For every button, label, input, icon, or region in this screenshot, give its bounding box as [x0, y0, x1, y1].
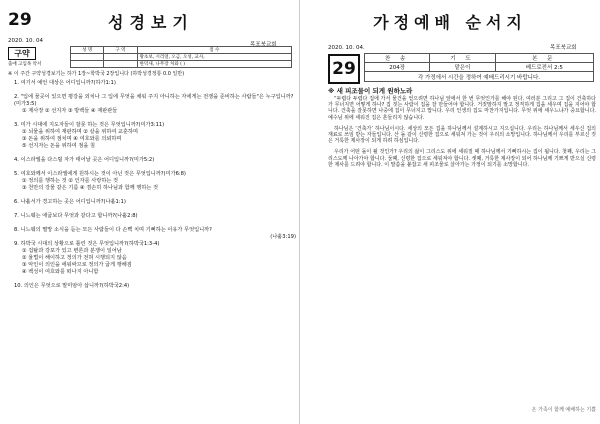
question-reference: (나훔3:19)	[270, 234, 296, 240]
answer-options: ① 정의를 행하는 것 ② 인자를 사랑하는 것	[22, 178, 119, 184]
sermon-body	[328, 96, 596, 173]
question-text: 4. 이스라엘을 다스릴 자가 태어날 곳은 어디입니까?(미가5:2)	[14, 157, 155, 163]
answer-options: ④ 백성이 여호와를 떠나지 아니함	[22, 269, 99, 275]
prayer-value: 맡은이	[430, 63, 495, 72]
quiz-question	[14, 283, 296, 290]
quiz-question	[14, 227, 296, 240]
table-cell	[71, 54, 104, 61]
answer-options: ① 제사장 ② 선지자 ③ 방백들 ④ 재판관들	[22, 108, 118, 114]
issue-number: 29	[328, 54, 360, 84]
table-cell	[104, 54, 137, 61]
question-text: 1. 여기서 예언 대상은 어디입니까?(하가1:1)	[14, 80, 116, 86]
quiz-intro: ※ 이 주간 구약성경보기는 하가 1장~학박국 2장입니다 (하박성경정통 0.0 일반)	[8, 71, 185, 77]
quiz-question	[14, 199, 296, 206]
table-header: 기 도	[430, 54, 495, 63]
question-text: 7. 니느웨는 애굽보다 무엇과 같다고 합니까?(나훔2:8)	[14, 213, 138, 219]
answer-options: ③ 천만의 강물 같은 기름 ④ 겸손히 하나님과 함께 행하는 것	[22, 185, 159, 191]
question-text: 3. 미가 시대에 지도자들이 잘못 하는 것은 무엇입니까?(미가3:11)	[14, 122, 165, 128]
worship-note: 각 가정에서 시간을 정하여 예배드리시기 바랍니다.	[365, 72, 594, 82]
quiz-question	[14, 241, 296, 276]
subline: 출애 고입목 약서	[8, 62, 42, 67]
worship-order-table	[364, 53, 594, 82]
question-text: 9. 하박국 시대의 상황으로 틀린 것은 무엇입니까?(하박국1:3-4)	[14, 241, 160, 247]
question-list	[14, 80, 296, 297]
testament-badge: 구약	[8, 47, 36, 60]
issue-number: 29	[8, 10, 32, 30]
table-cell: 왕초보, 시리얼, 오금, 오성, 교사,	[137, 54, 291, 61]
page-title: 성경보기	[108, 13, 194, 32]
sermon-paragraph: 하나님은 ‘건축가’ 하나님이시다. 세상의 모든 집을 하나님께서 설계하시고 지으십니다. 우리는 하나님께서 세우신 집의 재료로 쓰임 받는 자들입니다. 산 돌 같이 신령한 집으로 세워져 가는 것이 우리의 소망입니다. 하나님께서 우리를 부르신 것은 거룩한 제사장이 되게 하려 하심입니다.	[328, 125, 596, 145]
table-header: 점 수	[137, 47, 291, 54]
sermon-title: ※ 새 피조물이 되게 원하노라	[328, 87, 413, 95]
answer-options: ① 뇌물을 위하여 재판하며 ② 삯을 위하여 교훈하며	[22, 129, 139, 135]
table-cell: 한덕새, 나무장 처와 ( )	[137, 61, 291, 68]
question-text: 2. "입에 물곳이 있으면 평강을 외치나 그 입에 무엇을 채워 주지 아니하는 자에게는 전쟁을 준비하는 사람들"은 누구입니까?(미가3:5)	[14, 94, 294, 107]
sermon-paragraph: 우리가 어떤 돌이 될 것인가? 우리의 삶이 그리스도 위에 세워질 때 하나님께서 기뻐하시는 집이 됩니다. 첫째, 우리는 그리스도께 나아가야 합니다. 둘째, 신령한 집으로 세워져야 합니다. 셋째, 거룩한 제사장이 되어 하나님께 기쁘게 받으실 신령한 제사를 드려야 합니다. 이 말씀을 붙잡고 새 피조물로 살아가는 가정이 되기를 소망합니다.	[328, 149, 596, 168]
quiz-question	[14, 157, 296, 164]
answer-options: ③ 돈을 위하여 점치며 ④ 여호와를 의뢰하며	[22, 136, 122, 142]
hymn-value: 204장	[365, 63, 430, 72]
footer-text: 온 가족이 함께 예배하는 기쁨	[531, 407, 596, 413]
answer-options: ② 율법이 해이하고 정의가 전혀 시행되지 않음	[22, 255, 127, 261]
quiz-question	[14, 171, 296, 192]
date: 2020. 10. 04.	[328, 45, 365, 51]
table-header: 찬 송	[365, 54, 430, 63]
table-header: 성 명	[71, 47, 104, 54]
page-title: 가정예배 순서지	[373, 13, 527, 32]
quiz-question	[14, 80, 296, 87]
student-info-table	[70, 46, 292, 68]
question-text: 5. 여호와께서 이스라엘에게 원하시는 것이 아닌 것은 무엇입니까?(미가6:8)	[14, 171, 186, 177]
date: 2020. 10. 04	[8, 38, 43, 44]
sermon-paragraph: “두렵다 두렵다 집에 가서 물건을 얻으려면 하나님 앞에서 한 번 무엇인가를 해야 된다. 여러분 그리고 그 집이 건축하다가 무너지면 어떻게 하나? 집 짓는 사람이 집을 잘 만들어야 합니다. 거짓말하지 말고 정직하게 집을 세우며 집을 지어야 합니다. 건축을 잘못하면 나중에 집이 무너지고 맙니다. 우리 인생의 집도 마찬가지입니다. 무엇 위에 세우느냐가 중요합니다. 예수님 위에 세워진 집은 흔들리지 않습니다.	[328, 96, 596, 121]
answer-options: ③ 악인이 의인을 에워싸므로 정의가 굽게 행해짐	[22, 262, 132, 268]
family-worship-page	[300, 0, 600, 424]
question-text: 10. 의인은 무엇으로 말미암아 삽니까?(하박국2:4)	[14, 283, 130, 289]
table-header: 본 문	[495, 54, 593, 63]
table-cell	[104, 61, 137, 68]
quiz-question	[14, 213, 296, 220]
table-header: 구 역	[104, 47, 137, 54]
table-cell	[71, 61, 104, 68]
quiz-question	[14, 122, 296, 150]
answer-options: ① 겁탈과 강포가 있고 변론과 분쟁이 일어남	[22, 248, 122, 254]
quiz-question	[14, 94, 296, 115]
question-text: 6. 나훔서가 경고하는 곳은 어디입니까?(나훔1:1)	[14, 199, 126, 205]
question-text: 8. 니느웨의 멸망 소식을 듣는 모든 사람들이 다 손뼉 치며 기뻐하는 이유가 무엇입니까?	[14, 227, 212, 233]
answer-options: ⑤ 선지자는 돈을 위하여 점을 침	[22, 143, 96, 149]
church-name: 목포북교회	[550, 45, 577, 51]
scripture-value: 베드로전서 2:5	[495, 63, 593, 72]
church-name: 목포북교회	[250, 42, 277, 48]
